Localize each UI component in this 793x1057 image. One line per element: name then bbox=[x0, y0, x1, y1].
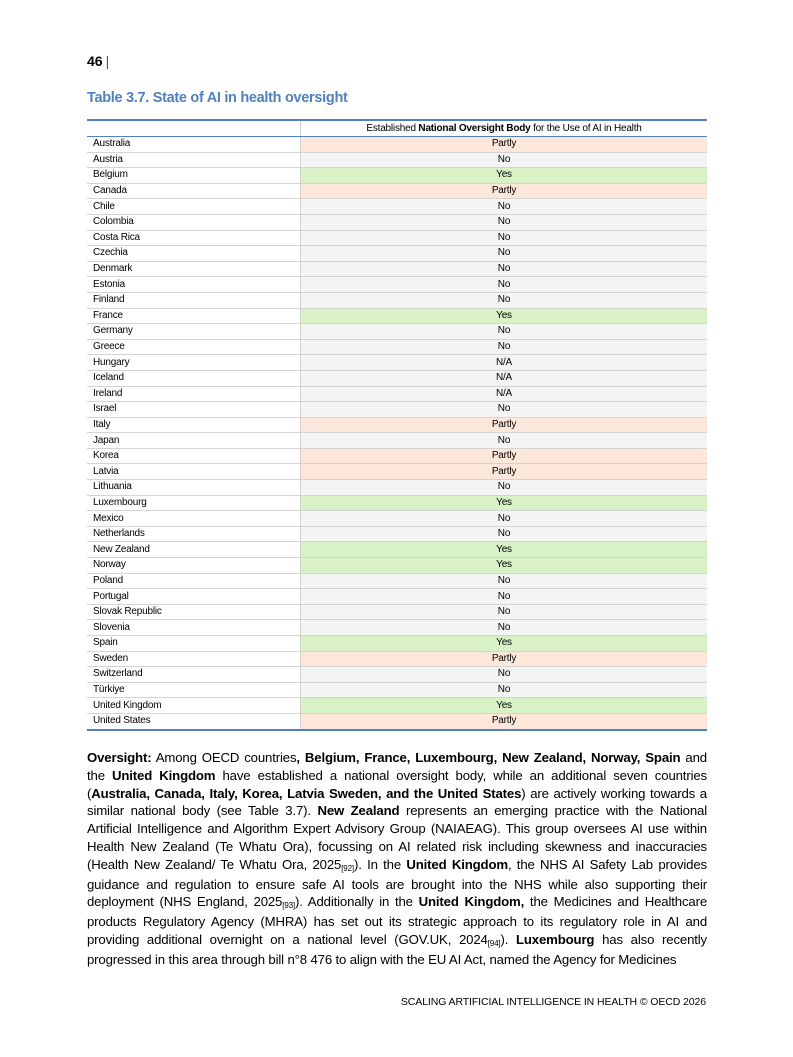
table-row bbox=[87, 604, 707, 620]
country-cell: Estonia bbox=[87, 277, 301, 293]
status-cell: Yes bbox=[301, 308, 708, 324]
status-cell: Yes bbox=[301, 495, 708, 511]
text-run: ). Additionally in the bbox=[295, 894, 419, 910]
status-cell: No bbox=[301, 230, 708, 246]
status-cell: No bbox=[301, 573, 708, 589]
table-row bbox=[87, 199, 707, 215]
country-cell: Italy bbox=[87, 417, 301, 433]
status-cell: N/A bbox=[301, 355, 708, 371]
table-row bbox=[87, 495, 707, 511]
country-cell: Netherlands bbox=[87, 526, 301, 542]
country-cell: Latvia bbox=[87, 464, 301, 480]
status-column-header bbox=[301, 120, 708, 137]
status-header-prefix: Established bbox=[366, 123, 419, 134]
country-cell: Portugal bbox=[87, 589, 301, 605]
country-cell: Greece bbox=[87, 339, 301, 355]
status-cell: No bbox=[301, 152, 708, 168]
page-footer: SCALING ARTIFICIAL INTELLIGENCE IN HEALTH © OECD 2026 bbox=[400, 996, 706, 1008]
country-cell: Colombia bbox=[87, 214, 301, 230]
status-cell: No bbox=[301, 261, 708, 277]
status-cell: Partly bbox=[301, 137, 708, 153]
status-cell: No bbox=[301, 589, 708, 605]
status-cell: Yes bbox=[301, 636, 708, 652]
status-cell: No bbox=[301, 292, 708, 308]
country-cell: Spain bbox=[87, 636, 301, 652]
bold-text: Luxembourg bbox=[515, 931, 595, 947]
text-run: ) are actively working towards a similar national body (see Table 3.7). bbox=[87, 785, 707, 819]
country-cell: Czechia bbox=[87, 246, 301, 262]
table-row bbox=[87, 573, 707, 589]
page-number-value: 46 bbox=[87, 53, 103, 69]
text-run: and the bbox=[87, 750, 707, 783]
table-row bbox=[87, 713, 707, 729]
table-row bbox=[87, 402, 707, 418]
country-cell: Ireland bbox=[87, 386, 301, 402]
country-cell: Luxembourg bbox=[87, 495, 301, 511]
table-row bbox=[87, 589, 707, 605]
bold-text: Oversight: bbox=[87, 750, 152, 765]
status-header-suffix: for the Use of AI in Health bbox=[530, 123, 642, 134]
status-cell: No bbox=[301, 604, 708, 620]
table-row bbox=[87, 324, 707, 340]
table-row bbox=[87, 152, 707, 168]
status-cell: Partly bbox=[301, 713, 708, 729]
status-header-bold: National Oversight Body bbox=[418, 123, 531, 134]
table-row bbox=[87, 620, 707, 636]
table-row bbox=[87, 433, 707, 449]
table-row bbox=[87, 292, 707, 308]
table-row bbox=[87, 448, 707, 464]
status-cell: No bbox=[301, 511, 708, 527]
status-cell: Partly bbox=[301, 651, 708, 667]
table-row bbox=[87, 277, 707, 293]
country-cell: Finland bbox=[87, 292, 301, 308]
country-cell: United States bbox=[87, 713, 301, 729]
country-cell: Slovenia bbox=[87, 620, 301, 636]
country-cell: Poland bbox=[87, 573, 301, 589]
table-row bbox=[87, 261, 707, 277]
status-cell: Partly bbox=[301, 448, 708, 464]
country-cell: Denmark bbox=[87, 261, 301, 277]
reference-marker: [94] bbox=[487, 938, 501, 948]
table-row bbox=[87, 168, 707, 184]
status-cell: No bbox=[301, 433, 708, 449]
status-cell: No bbox=[301, 682, 708, 698]
table-row bbox=[87, 464, 707, 480]
table-row bbox=[87, 698, 707, 714]
country-cell: Iceland bbox=[87, 370, 301, 386]
country-cell: Costa Rica bbox=[87, 230, 301, 246]
reference-marker: [92] bbox=[341, 863, 354, 873]
bold-text: , Belgium, France, Luxembourg, New Zealand, Norway, Spain bbox=[296, 750, 681, 765]
reference-marker: [93] bbox=[282, 901, 295, 911]
country-cell: Canada bbox=[87, 183, 301, 199]
table-row bbox=[87, 230, 707, 246]
status-cell: N/A bbox=[301, 370, 708, 386]
text-run: the Medicines and Healthcare products Regulatory Agency (MHRA) has set out its strategic approach to its regulatory role in AI and providing additional overnight on a national level (GOV.UK, 2024 bbox=[87, 894, 707, 947]
country-column-header bbox=[87, 120, 301, 137]
bold-text: United Kingdom bbox=[406, 856, 508, 872]
table-row bbox=[87, 355, 707, 371]
country-cell: Lithuania bbox=[87, 480, 301, 496]
page-number-separator: | bbox=[105, 53, 110, 69]
text-run: , the NHS AI Safety Lab provides guidance and regulation to ensure safe AI tools are brought into the NHS while also supporting their deployment (NHS England, 2025 bbox=[87, 856, 707, 910]
table-row bbox=[87, 651, 707, 667]
status-cell: No bbox=[301, 339, 708, 355]
table-row bbox=[87, 636, 707, 652]
table-row bbox=[87, 511, 707, 527]
table-row bbox=[87, 137, 707, 153]
country-cell: Israel bbox=[87, 402, 301, 418]
table-row bbox=[87, 480, 707, 496]
country-cell: Hungary bbox=[87, 355, 301, 371]
status-cell: No bbox=[301, 402, 708, 418]
country-cell: New Zealand bbox=[87, 542, 301, 558]
country-cell: Mexico bbox=[87, 511, 301, 527]
status-cell: Partly bbox=[301, 417, 708, 433]
table-row bbox=[87, 308, 707, 324]
status-cell: Yes bbox=[301, 698, 708, 714]
table-title: Table 3.7. State of AI in health oversight bbox=[87, 90, 348, 106]
table-row bbox=[87, 246, 707, 262]
status-cell: No bbox=[301, 480, 708, 496]
bold-text: Australia, Canada, Italy, Korea, Latvia Sweden, and the United States bbox=[91, 785, 522, 801]
page-number bbox=[87, 53, 109, 69]
status-cell: No bbox=[301, 526, 708, 542]
status-cell: No bbox=[301, 620, 708, 636]
table-row bbox=[87, 558, 707, 574]
text-run: ). bbox=[500, 931, 516, 947]
table-body bbox=[87, 137, 707, 730]
table-row bbox=[87, 386, 707, 402]
country-cell: Chile bbox=[87, 199, 301, 215]
country-cell: Korea bbox=[87, 448, 301, 464]
bold-text: New Zealand bbox=[317, 803, 400, 819]
country-cell: Switzerland bbox=[87, 667, 301, 683]
table-row bbox=[87, 339, 707, 355]
country-cell: Norway bbox=[87, 558, 301, 574]
oversight-table bbox=[87, 119, 707, 731]
country-cell: Japan bbox=[87, 433, 301, 449]
status-cell: Partly bbox=[301, 183, 708, 199]
status-cell: No bbox=[301, 324, 708, 340]
status-cell: Partly bbox=[301, 464, 708, 480]
text-run: has also recently progressed in this area through bill n°8 476 to align with the EU AI Act, named the Agency for Medicines bbox=[87, 931, 707, 967]
bold-text: United Kingdom bbox=[112, 767, 216, 783]
country-cell: Türkiye bbox=[87, 682, 301, 698]
country-cell: Slovak Republic bbox=[87, 604, 301, 620]
country-cell: Germany bbox=[87, 324, 301, 340]
table-row bbox=[87, 214, 707, 230]
table-row bbox=[87, 682, 707, 698]
table-row bbox=[87, 526, 707, 542]
status-cell: No bbox=[301, 246, 708, 262]
status-cell: No bbox=[301, 667, 708, 683]
oversight-table-container bbox=[87, 119, 707, 731]
status-cell: Yes bbox=[301, 168, 708, 184]
table-row bbox=[87, 542, 707, 558]
bold-text: United Kingdom, bbox=[418, 894, 525, 910]
country-cell: United Kingdom bbox=[87, 698, 301, 714]
table-row bbox=[87, 183, 707, 199]
oversight-paragraph bbox=[87, 749, 707, 969]
text-run: Among OECD countries bbox=[151, 750, 297, 765]
country-cell: Sweden bbox=[87, 651, 301, 667]
status-cell: No bbox=[301, 277, 708, 293]
country-cell: Australia bbox=[87, 137, 301, 153]
text-run: have established a national oversight body, while an additional seven countries ( bbox=[87, 767, 707, 801]
country-cell: France bbox=[87, 308, 301, 324]
table-row bbox=[87, 370, 707, 386]
table-row bbox=[87, 417, 707, 433]
text-run: represents an emerging practice with the National Artificial Intelligence and Algorithm Expert Advisory Group (NAIAEAG). This group oversees AI use within Health New Zealand (Te Whatu Ora), focussing on AI related risk including skewness and inaccuracies (Health New Zealand/ Te Whatu Ora, 2025 bbox=[87, 803, 707, 872]
status-cell: N/A bbox=[301, 386, 708, 402]
status-cell: No bbox=[301, 214, 708, 230]
table-row bbox=[87, 667, 707, 683]
status-cell: No bbox=[301, 199, 708, 215]
status-cell: Yes bbox=[301, 558, 708, 574]
table-header-row bbox=[87, 120, 707, 137]
status-cell: Yes bbox=[301, 542, 708, 558]
country-cell: Belgium bbox=[87, 168, 301, 184]
country-cell: Austria bbox=[87, 152, 301, 168]
text-run: ). In the bbox=[353, 856, 407, 872]
